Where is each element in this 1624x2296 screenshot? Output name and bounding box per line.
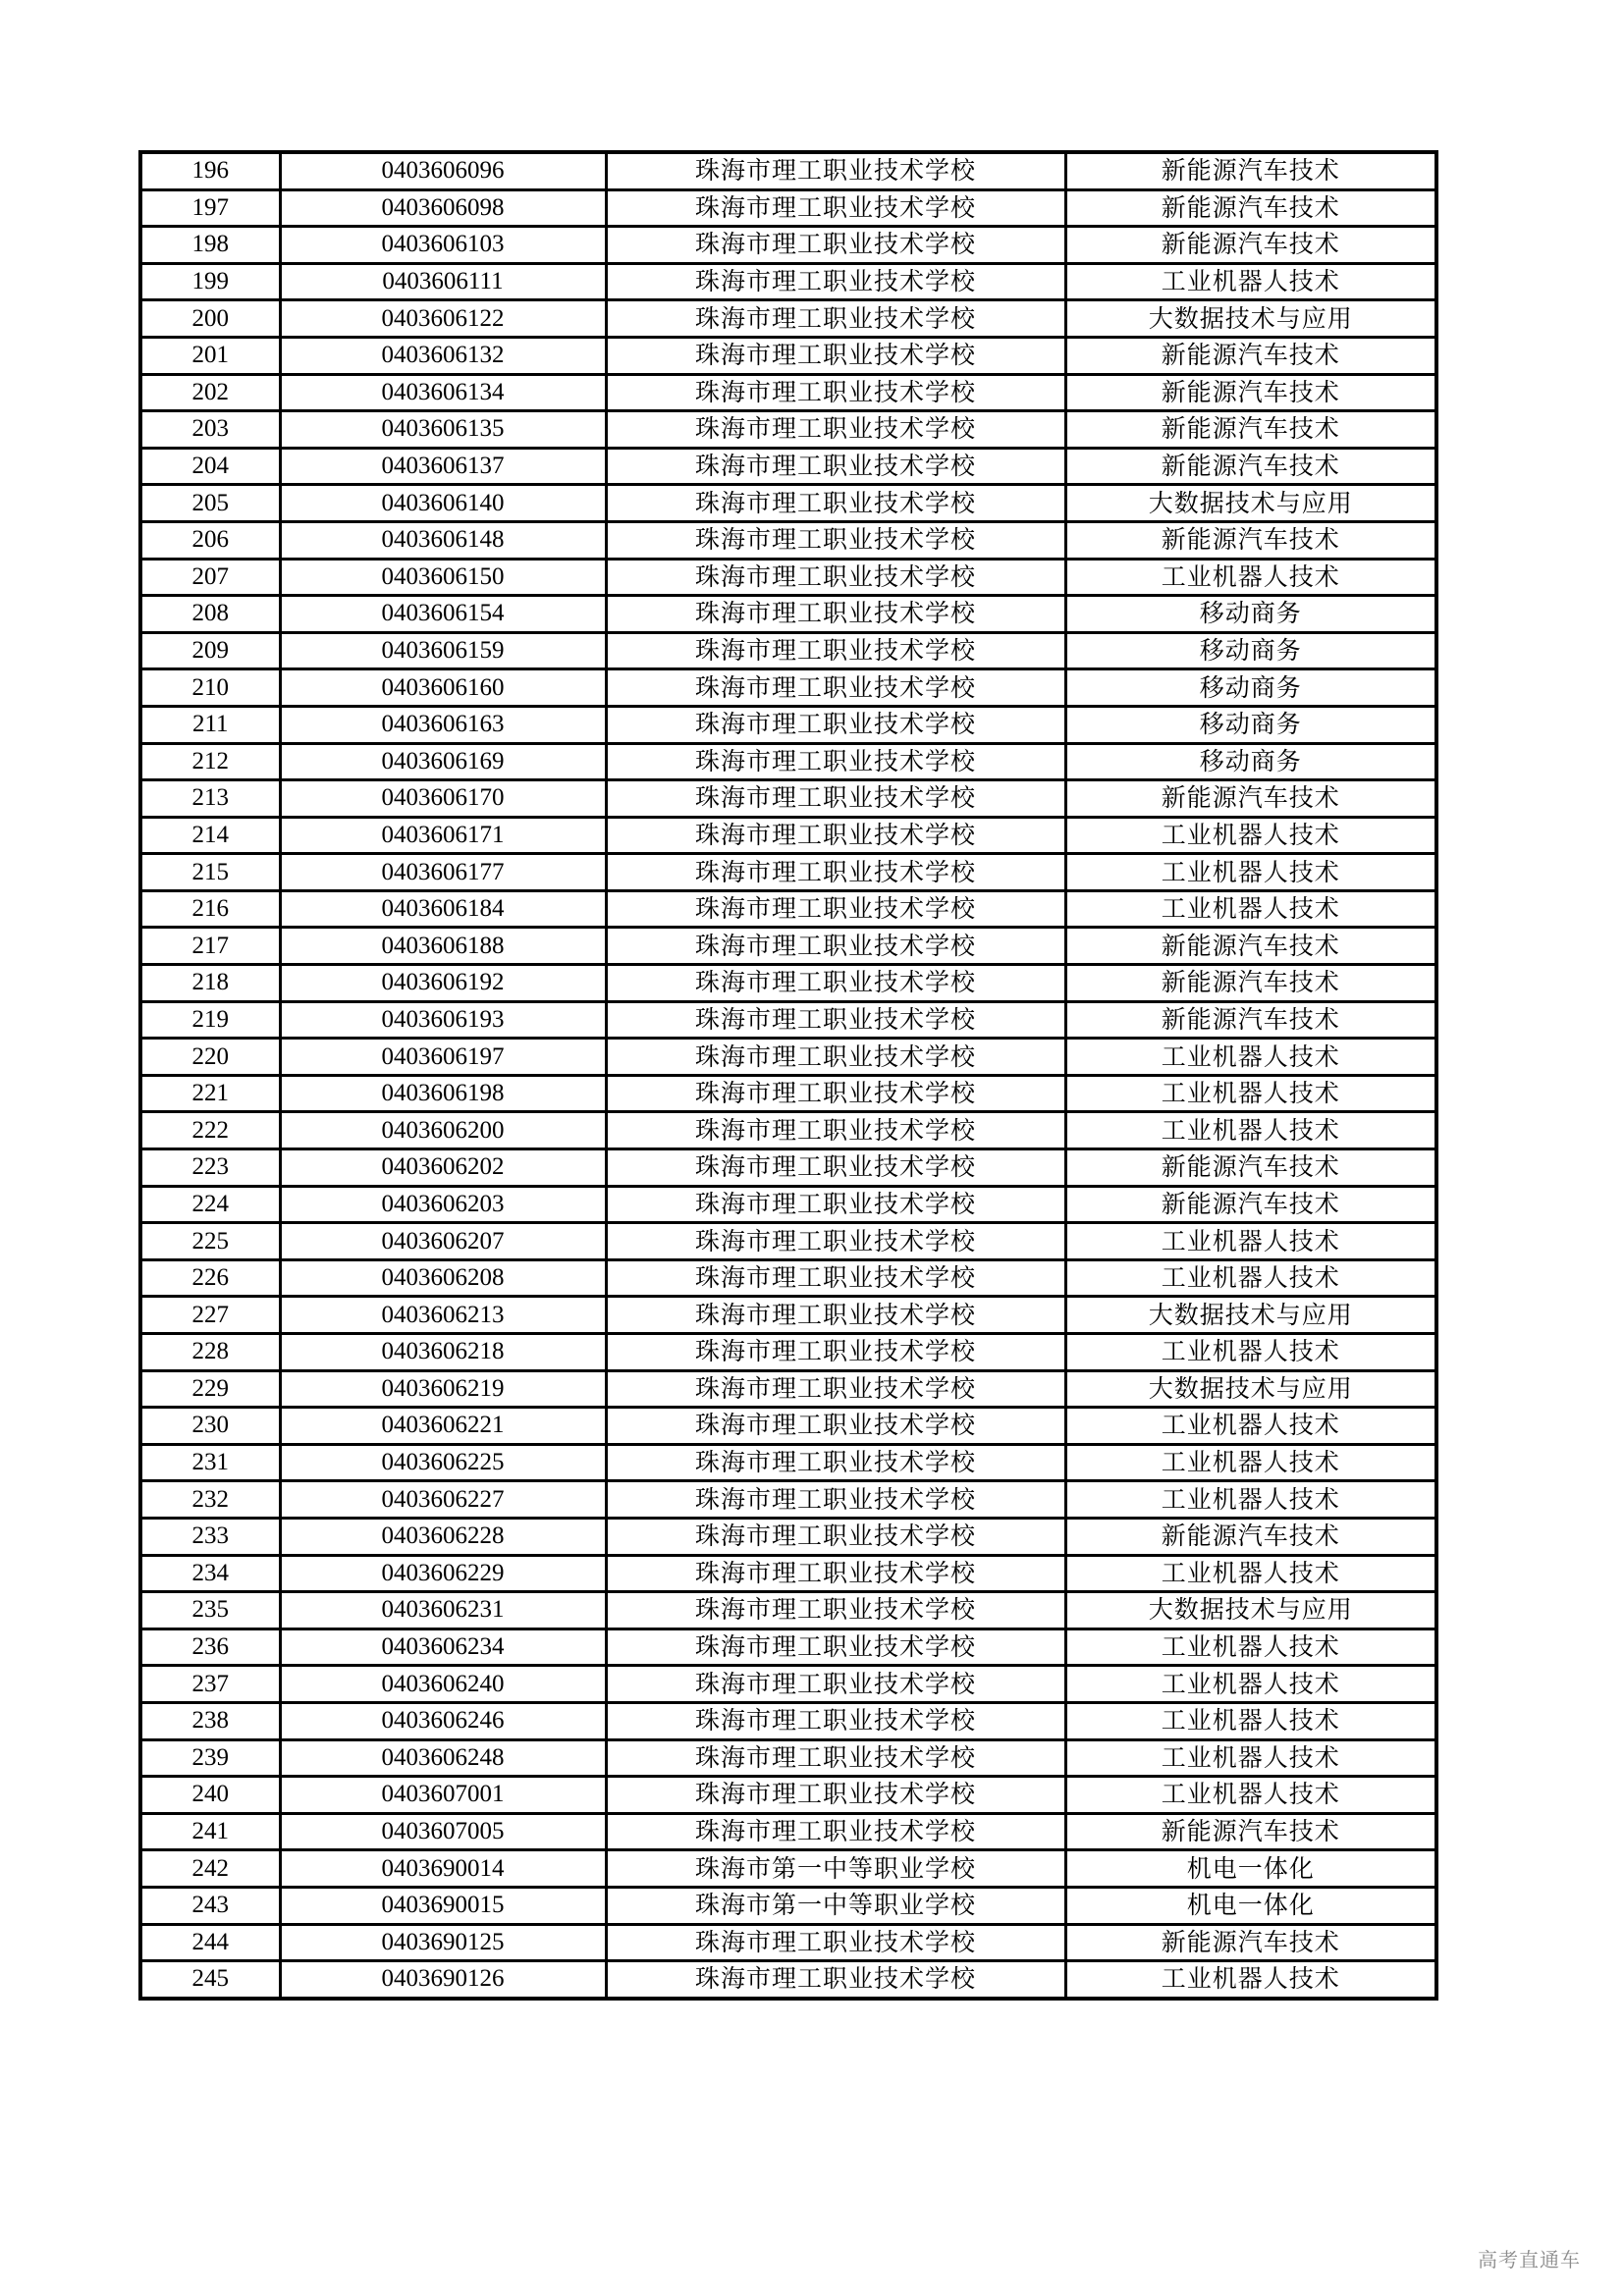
table-row [140,1001,1436,1039]
table-row [140,152,1436,189]
exam-id: 0403606122 [280,300,606,338]
table-row [140,227,1436,264]
major-name: 工业机器人技术 [1065,1408,1436,1445]
major-name: 大数据技术与应用 [1065,1592,1436,1629]
exam-id: 0403606246 [280,1702,606,1739]
row-number: 199 [140,263,280,300]
major-name: 工业机器人技术 [1065,817,1436,854]
school-name: 珠海市理工职业技术学校 [606,780,1065,818]
row-number: 221 [140,1075,280,1112]
table-row [140,1887,1436,1924]
school-name: 珠海市理工职业技术学校 [606,743,1065,780]
major-name: 工业机器人技术 [1065,1481,1436,1519]
exam-id: 0403606192 [280,965,606,1002]
major-name: 工业机器人技术 [1065,1223,1436,1260]
table-row [140,669,1436,707]
exam-id: 0403606132 [280,337,606,374]
table-row [140,817,1436,854]
major-name: 工业机器人技术 [1065,1075,1436,1112]
table-row [140,411,1436,449]
school-name: 珠海市理工职业技术学校 [606,854,1065,891]
major-name: 新能源汽车技术 [1065,1924,1436,1961]
table-row [140,448,1436,485]
row-number: 239 [140,1739,280,1777]
table-row [140,1149,1436,1187]
exam-id: 0403606208 [280,1259,606,1297]
exam-id: 0403606228 [280,1518,606,1555]
major-name: 大数据技术与应用 [1065,1297,1436,1334]
school-name: 珠海市第一中等职业学校 [606,1850,1065,1888]
exam-id: 0403606203 [280,1186,606,1223]
major-name: 工业机器人技术 [1065,1666,1436,1703]
table-row [140,300,1436,338]
school-name: 珠海市理工职业技术学校 [606,1702,1065,1739]
major-name: 大数据技术与应用 [1065,300,1436,338]
exam-id: 0403606096 [280,152,606,189]
school-name: 珠海市理工职业技术学校 [606,1259,1065,1297]
major-name: 大数据技术与应用 [1065,1370,1436,1408]
school-name: 珠海市理工职业技术学校 [606,632,1065,669]
major-name: 新能源汽车技术 [1065,780,1436,818]
exam-id: 0403606231 [280,1592,606,1629]
major-name: 新能源汽车技术 [1065,1149,1436,1187]
school-name: 珠海市理工职业技术学校 [606,559,1065,596]
row-number: 216 [140,890,280,928]
school-name: 珠海市理工职业技术学校 [606,448,1065,485]
exam-id: 0403606135 [280,411,606,449]
major-name: 工业机器人技术 [1065,1259,1436,1297]
school-name: 珠海市理工职业技术学校 [606,1112,1065,1149]
exam-id: 0403606111 [280,263,606,300]
table-row [140,854,1436,891]
row-number: 240 [140,1777,280,1814]
school-name: 珠海市理工职业技术学校 [606,1518,1065,1555]
exam-id: 0403606188 [280,928,606,965]
major-name: 工业机器人技术 [1065,1702,1436,1739]
table-row [140,1629,1436,1666]
table-row [140,1813,1436,1850]
exam-id: 0403606140 [280,485,606,522]
row-number: 232 [140,1481,280,1519]
table-row [140,1297,1436,1334]
row-number: 234 [140,1555,280,1592]
major-name: 工业机器人技术 [1065,1777,1436,1814]
row-number: 243 [140,1887,280,1924]
row-number: 237 [140,1666,280,1703]
row-number: 236 [140,1629,280,1666]
school-name: 珠海市理工职业技术学校 [606,1739,1065,1777]
major-name: 工业机器人技术 [1065,854,1436,891]
exam-id: 0403606134 [280,374,606,411]
major-name: 新能源汽车技术 [1065,152,1436,189]
major-name: 新能源汽车技术 [1065,374,1436,411]
row-number: 212 [140,743,280,780]
exam-id: 0403690125 [280,1924,606,1961]
major-name: 工业机器人技术 [1065,1112,1436,1149]
school-name: 珠海市理工职业技术学校 [606,1813,1065,1850]
table-row [140,1555,1436,1592]
school-name: 珠海市第一中等职业学校 [606,1887,1065,1924]
row-number: 200 [140,300,280,338]
row-number: 228 [140,1334,280,1371]
school-name: 珠海市理工职业技术学校 [606,928,1065,965]
row-number: 222 [140,1112,280,1149]
table-row [140,263,1436,300]
exam-id: 0403606154 [280,596,606,633]
school-name: 珠海市理工职业技术学校 [606,1924,1065,1961]
table-row [140,374,1436,411]
major-name: 机电一体化 [1065,1887,1436,1924]
school-name: 珠海市理工职业技术学校 [606,1334,1065,1371]
exam-id: 0403606213 [280,1297,606,1334]
row-number: 208 [140,596,280,633]
school-name: 珠海市理工职业技术学校 [606,1408,1065,1445]
table-row [140,189,1436,227]
roster-body [140,152,1436,1999]
school-name: 珠海市理工职业技术学校 [606,1075,1065,1112]
major-name: 新能源汽车技术 [1065,1518,1436,1555]
row-number: 219 [140,1001,280,1039]
school-name: 珠海市理工职业技术学校 [606,817,1065,854]
exam-id: 0403606137 [280,448,606,485]
table-row [140,596,1436,633]
major-name: 工业机器人技术 [1065,559,1436,596]
school-name: 珠海市理工职业技术学校 [606,706,1065,743]
table-row [140,1444,1436,1481]
school-name: 珠海市理工职业技术学校 [606,337,1065,374]
school-name: 珠海市理工职业技术学校 [606,669,1065,707]
table-row [140,1112,1436,1149]
exam-id: 0403606218 [280,1334,606,1371]
school-name: 珠海市理工职业技术学校 [606,1629,1065,1666]
major-name: 工业机器人技术 [1065,1334,1436,1371]
table-row [140,1481,1436,1519]
table-row [140,1850,1436,1888]
school-name: 珠海市理工职业技术学校 [606,227,1065,264]
major-name: 机电一体化 [1065,1850,1436,1888]
exam-id: 0403606148 [280,521,606,559]
row-number: 214 [140,817,280,854]
school-name: 珠海市理工职业技术学校 [606,1666,1065,1703]
row-number: 238 [140,1702,280,1739]
row-number: 211 [140,706,280,743]
school-name: 珠海市理工职业技术学校 [606,485,1065,522]
table-row [140,1961,1436,1999]
exam-id: 0403690126 [280,1961,606,1999]
row-number: 245 [140,1961,280,1999]
row-number: 229 [140,1370,280,1408]
table-row [140,1039,1436,1076]
school-name: 珠海市理工职业技术学校 [606,411,1065,449]
row-number: 215 [140,854,280,891]
table-row [140,706,1436,743]
table-row [140,928,1436,965]
major-name: 新能源汽车技术 [1065,1001,1436,1039]
table-row [140,965,1436,1002]
table-row [140,780,1436,818]
school-name: 珠海市理工职业技术学校 [606,1223,1065,1260]
exam-id: 0403606177 [280,854,606,891]
major-name: 工业机器人技术 [1065,263,1436,300]
school-name: 珠海市理工职业技术学校 [606,1555,1065,1592]
exam-id: 0403606159 [280,632,606,669]
exam-id: 0403606193 [280,1001,606,1039]
major-name: 工业机器人技术 [1065,1739,1436,1777]
major-name: 移动商务 [1065,743,1436,780]
exam-id: 0403606240 [280,1666,606,1703]
school-name: 珠海市理工职业技术学校 [606,1370,1065,1408]
school-name: 珠海市理工职业技术学校 [606,1186,1065,1223]
table-row [140,559,1436,596]
row-number: 241 [140,1813,280,1850]
exam-id: 0403606219 [280,1370,606,1408]
exam-id: 0403606171 [280,817,606,854]
exam-id: 0403606163 [280,706,606,743]
major-name: 大数据技术与应用 [1065,485,1436,522]
school-name: 珠海市理工职业技术学校 [606,596,1065,633]
row-number: 197 [140,189,280,227]
table-row [140,1739,1436,1777]
row-number: 217 [140,928,280,965]
school-name: 珠海市理工职业技术学校 [606,1001,1065,1039]
table-row [140,485,1436,522]
exam-id: 0403607005 [280,1813,606,1850]
major-name: 新能源汽车技术 [1065,227,1436,264]
exam-id: 0403606150 [280,559,606,596]
major-name: 新能源汽车技术 [1065,448,1436,485]
major-name: 新能源汽车技术 [1065,521,1436,559]
school-name: 珠海市理工职业技术学校 [606,374,1065,411]
exam-id: 0403606200 [280,1112,606,1149]
admission-roster-table [138,150,1438,2001]
table-row [140,743,1436,780]
major-name: 新能源汽车技术 [1065,189,1436,227]
exam-id: 0403606234 [280,1629,606,1666]
school-name: 珠海市理工职业技术学校 [606,1149,1065,1187]
school-name: 珠海市理工职业技术学校 [606,1777,1065,1814]
row-number: 218 [140,965,280,1002]
row-number: 220 [140,1039,280,1076]
major-name: 新能源汽车技术 [1065,337,1436,374]
major-name: 新能源汽车技术 [1065,928,1436,965]
table-row [140,1186,1436,1223]
row-number: 242 [140,1850,280,1888]
table-row [140,521,1436,559]
exam-id: 0403606225 [280,1444,606,1481]
table-row [140,1518,1436,1555]
major-name: 新能源汽车技术 [1065,1813,1436,1850]
exam-id: 0403690015 [280,1887,606,1924]
major-name: 工业机器人技术 [1065,1444,1436,1481]
table-row [140,1259,1436,1297]
row-number: 213 [140,780,280,818]
exam-id: 0403606169 [280,743,606,780]
row-number: 233 [140,1518,280,1555]
row-number: 235 [140,1592,280,1629]
row-number: 231 [140,1444,280,1481]
major-name: 移动商务 [1065,706,1436,743]
exam-id: 0403606207 [280,1223,606,1260]
school-name: 珠海市理工职业技术学校 [606,1297,1065,1334]
table-row [140,890,1436,928]
table-row [140,1223,1436,1260]
table-row [140,337,1436,374]
major-name: 移动商务 [1065,632,1436,669]
table-row [140,1408,1436,1445]
major-name: 工业机器人技术 [1065,1629,1436,1666]
major-name: 工业机器人技术 [1065,1039,1436,1076]
exam-id: 0403606221 [280,1408,606,1445]
major-name: 移动商务 [1065,596,1436,633]
row-number: 202 [140,374,280,411]
table-row [140,1370,1436,1408]
row-number: 226 [140,1259,280,1297]
watermark-text: 高考直通车 [1478,2248,1581,2271]
table-row [140,1592,1436,1629]
row-number: 205 [140,485,280,522]
major-name: 工业机器人技术 [1065,1961,1436,1999]
row-number: 230 [140,1408,280,1445]
major-name: 新能源汽车技术 [1065,1186,1436,1223]
major-name: 工业机器人技术 [1065,1555,1436,1592]
exam-id: 0403606184 [280,890,606,928]
row-number: 224 [140,1186,280,1223]
table-row [140,1777,1436,1814]
school-name: 珠海市理工职业技术学校 [606,1592,1065,1629]
exam-id: 0403690014 [280,1850,606,1888]
major-name: 工业机器人技术 [1065,890,1436,928]
row-number: 196 [140,152,280,189]
exam-id: 0403606248 [280,1739,606,1777]
school-name: 珠海市理工职业技术学校 [606,890,1065,928]
major-name: 移动商务 [1065,669,1436,707]
row-number: 225 [140,1223,280,1260]
row-number: 201 [140,337,280,374]
row-number: 203 [140,411,280,449]
exam-id: 0403606103 [280,227,606,264]
exam-id: 0403606160 [280,669,606,707]
row-number: 206 [140,521,280,559]
school-name: 珠海市理工职业技术学校 [606,1444,1065,1481]
row-number: 210 [140,669,280,707]
table-row [140,1075,1436,1112]
row-number: 223 [140,1149,280,1187]
school-name: 珠海市理工职业技术学校 [606,1481,1065,1519]
school-name: 珠海市理工职业技术学校 [606,189,1065,227]
school-name: 珠海市理工职业技术学校 [606,152,1065,189]
school-name: 珠海市理工职业技术学校 [606,521,1065,559]
exam-id: 0403606229 [280,1555,606,1592]
table-row [140,1666,1436,1703]
school-name: 珠海市理工职业技术学校 [606,263,1065,300]
table-row [140,632,1436,669]
row-number: 198 [140,227,280,264]
exam-id: 0403606170 [280,780,606,818]
school-name: 珠海市理工职业技术学校 [606,300,1065,338]
table-row [140,1924,1436,1961]
row-number: 209 [140,632,280,669]
table-row [140,1334,1436,1371]
major-name: 新能源汽车技术 [1065,965,1436,1002]
exam-id: 0403607001 [280,1777,606,1814]
major-name: 新能源汽车技术 [1065,411,1436,449]
exam-id: 0403606197 [280,1039,606,1076]
school-name: 珠海市理工职业技术学校 [606,1961,1065,1999]
row-number: 227 [140,1297,280,1334]
exam-id: 0403606098 [280,189,606,227]
exam-id: 0403606202 [280,1149,606,1187]
exam-id: 0403606198 [280,1075,606,1112]
row-number: 244 [140,1924,280,1961]
table-row [140,1702,1436,1739]
row-number: 207 [140,559,280,596]
school-name: 珠海市理工职业技术学校 [606,965,1065,1002]
row-number: 204 [140,448,280,485]
exam-id: 0403606227 [280,1481,606,1519]
school-name: 珠海市理工职业技术学校 [606,1039,1065,1076]
